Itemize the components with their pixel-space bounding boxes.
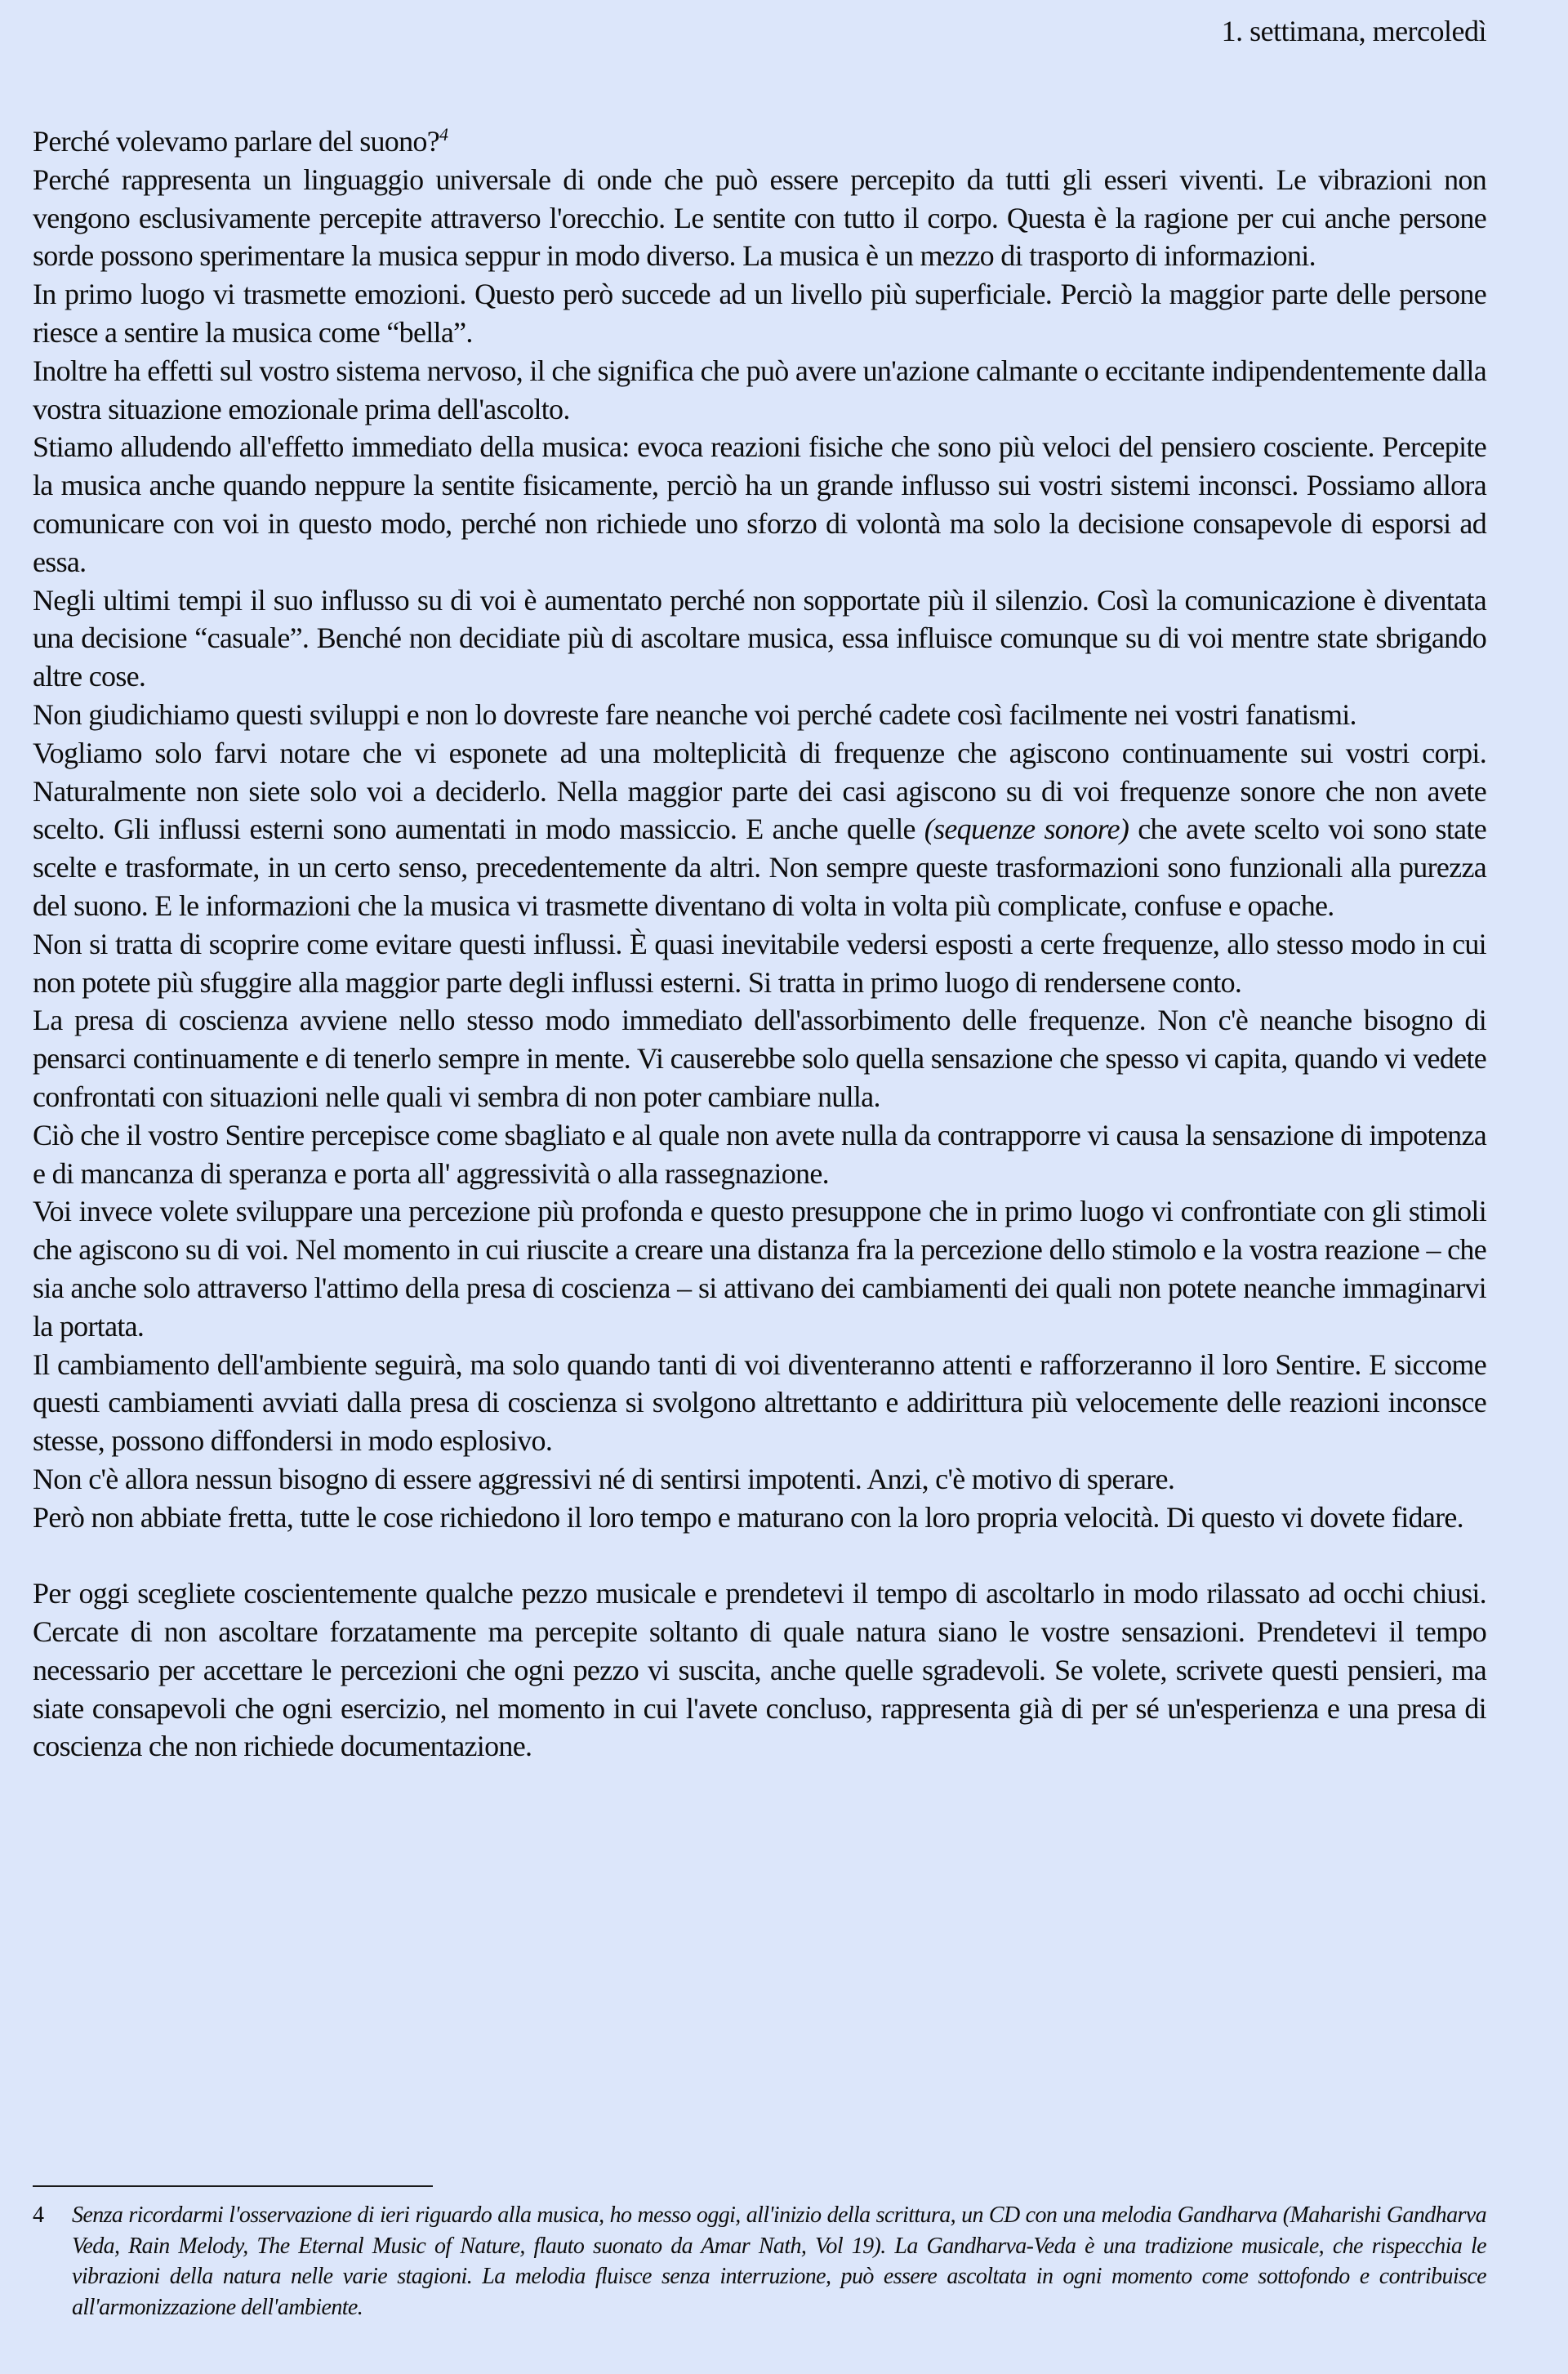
footnote-separator	[33, 2185, 433, 2187]
paragraph: In primo luogo vi trasmette emozioni. Questo però succede ad un livello più superficiale. Perciò la maggior parte delle persone riesce a sentire la musica come “bella”.	[33, 278, 1486, 349]
footnote-reference[interactable]: 4	[439, 124, 448, 145]
paragraph-text: che avete scelto voi sono state scelte e trasformate, in un certo senso, precedentemente da altri. Non sempre queste trasformazioni sono funzionali alla purezza del suono. E le informazioni che la musica vi trasmette diventano di volta in volta più complicate, confuse e opache.	[33, 813, 1486, 922]
footnote	[33, 2200, 1486, 2323]
paragraph: Negli ultimi tempi il suo influsso su di voi è aumentato perché non sopportate più il silenzio. Così la comunicazione è diventata una decisione “casuale”. Benché non decidiate più di ascoltare musica, essa influisce comunque su di voi mentre state sbrigando altre cose.	[33, 583, 1486, 693]
paragraph: Perché rappresenta un linguaggio universale di onde che può essere percepito da tutti gli esseri viventi. Le vibrazioni non vengono esclusivamente percepite attraverso l'orecchio. Le sentite con tutto il corpo. Questa è la ragione per cui anche persone sorde possono sperimentare la musica seppur in modo diverso. La musica è un mezzo di trasporto di informazioni.	[33, 163, 1486, 273]
paragraph: La presa di coscienza avviene nello stesso modo immediato dell'assorbimento delle frequenze. Non c'è neanche bisogno di pensarci continuamente e di tenerlo sempre in mente. Vi causerebbe solo quella sensazione che spesso vi capita, quando vi vedete confrontati con situazioni nelle quali vi sembra di non poter cambiare nulla.	[33, 1004, 1486, 1113]
paragraph: Voi invece volete sviluppare una percezione più profonda e questo presuppone che in primo luogo vi confrontiate con gli stimoli che agiscono su di voi. Nel momento in cui riuscite a creare una distanza fra la percezione dello stimolo e la vostra reazione – che sia anche solo attraverso l'attimo della presa di coscienza – si attivano dei cambiamenti dei quali non potete neanche immaginarvi la portata.	[33, 1195, 1486, 1343]
paragraph: Il cambiamento dell'ambiente seguirà, ma solo quando tanti di voi diventeranno attenti e rafforzeranno il loro Sentire. E siccome questi cambiamenti avviati dalla presa di coscienza si svolgono altrettanto e addirittura più velocemente delle reazioni inconsce stesse, possono diffondersi in modo esplosivo.	[33, 1347, 1486, 1458]
footnote-number: 4	[33, 2203, 44, 2228]
paragraph: Non si tratta di scoprire come evitare questi influssi. È quasi inevitabile vedersi esposti a certe frequenze, allo stesso modo in cui non potete più sfuggire alla maggior parte degli influssi esterni. Si tratta in primo luogo di rendersene conto.	[33, 927, 1486, 999]
paragraph: Stiamo alludendo all'effetto immediato della musica: evoca reazioni fisiche che sono più veloci del pensiero cosciente. Percepite la musica anche quando neppure la sentite fisicamente, perciò ha un grande influsso sui vostri sistemi inconsci. Possiamo allora comunicare con voi in questo modo, perché non richiede uno sforzo di volontà ma solo la decisione consapevole di esporsi ad essa.	[33, 430, 1486, 578]
exercise-paragraph: Per oggi scegliete coscientemente qualche pezzo musicale e prendetevi il tempo di ascoltarlo in modo rilassato ad occhi chiusi. Cercate di non ascoltare forzatamente ma percepite soltanto di quale natura siano le vostre sensazioni. Prendetevi il tempo necessario per accettare le percezioni che ogni pezzo vi suscita, anche quelle sgradevoli. Se volete, scrivete questi pensieri, ma siate consapevoli che ogni esercizio, nel momento in cui l'avete concluso, rappresenta già di per sé un'esperienza e una presa di coscienza che non richiede documentazione.	[33, 1577, 1486, 1763]
paragraph: Inoltre ha effetti sul vostro sistema nervoso, il che significa che può avere un'azione calmante o eccitante indipendentemente dalla vostra situazione emozionale prima dell'ascolto.	[33, 354, 1486, 425]
body-text	[33, 122, 1486, 1766]
footnote-text: Senza ricordarmi l'osservazione di ieri riguardo alla musica, ho messo oggi, all'inizio della scrittura, un CD con una melodia Gandharva (Maharishi Gandharva Veda, Rain Melody, The Eternal Music of Nature, flauto suonato da Amar Nath, Vol 19). La Gandharva-Veda è una tradizione musicale, che rispecchia le vibrazioni della natura nelle varie stagioni. La melodia fluisce senza interruzione, può essere ascoltata in ogni momento come sottofondo e contribuisce all'armonizzazione dell'ambiente.	[72, 2203, 1486, 2320]
paragraph-text: Vogliamo solo farvi notare che vi esponete ad una molteplicità di frequenze che agiscono continuamente sui vostri corpi. Naturalmente non siete solo voi a deciderlo. Nella maggior parte dei casi agiscono su di voi frequenze sonore che non avete scelto. Gli influssi esterni sono aumentati in modo massiccio. E anche quelle	[33, 736, 1486, 846]
running-header: 1. settimana, mercoledì	[1221, 15, 1486, 47]
question-text: Perché volevamo parlare del suono?	[33, 125, 439, 158]
paragraph: Ciò che il vostro Sentire percepisce come sbagliato e al quale non avete nulla da contrapporre vi causa la sensazione di impotenza e di mancanza di speranza e porta all' aggressività o alla rassegnazione.	[33, 1118, 1486, 1190]
paragraph: Però non abbiate fretta, tutte le cose richiedono il loro tempo e maturano con la loro propria velocità. Di questo vi dovete fidare.	[33, 1500, 1463, 1534]
question-line	[33, 122, 1486, 161]
paragraph-frequenze	[33, 734, 1486, 925]
paragraph: Non giudichiamo questi sviluppi e non lo dovreste fare neanche voi perché cadete così facilmente nei vostri fanatismi.	[33, 697, 1356, 731]
paragraph: Non c'è allora nessun bisogno di essere aggressivi né di sentirsi impotenti. Anzi, c'è motivo di sperare.	[33, 1462, 1175, 1495]
italic-phrase: (sequenze sonore)	[924, 813, 1129, 846]
